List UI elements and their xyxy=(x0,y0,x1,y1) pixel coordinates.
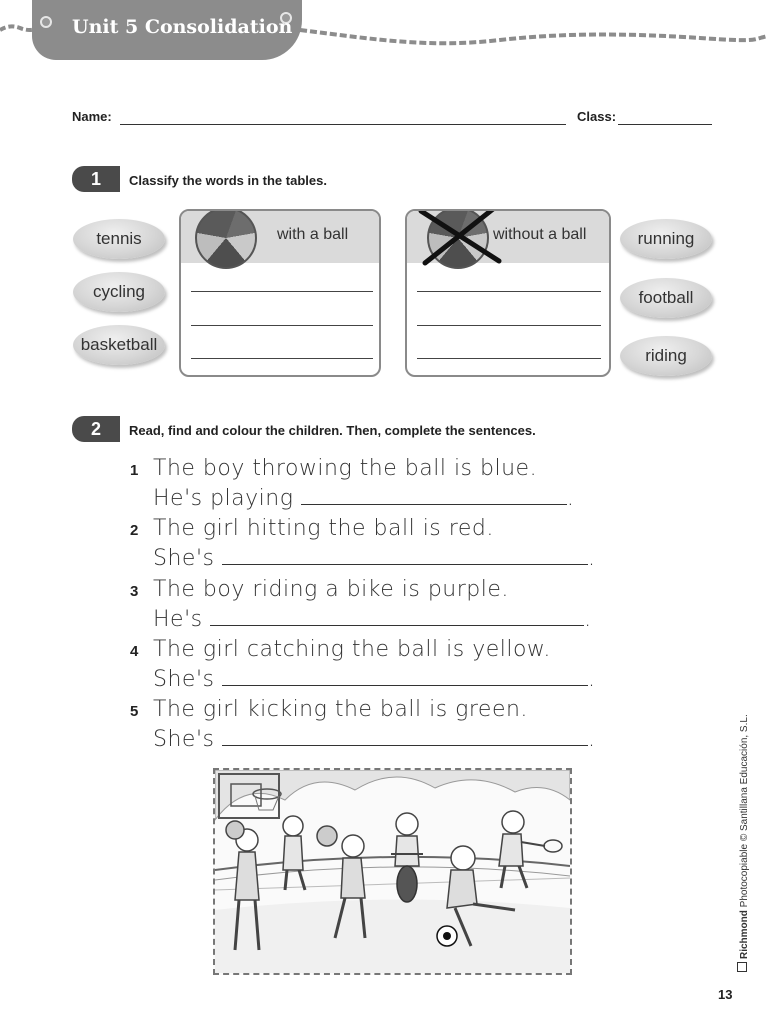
name-field[interactable] xyxy=(120,124,566,125)
sentence-prompt: She's xyxy=(153,546,215,571)
sentence-answer-row xyxy=(153,607,592,632)
table-with-ball-line-2[interactable] xyxy=(191,325,373,326)
sentence-answer-row xyxy=(153,667,595,692)
word-tennis[interactable]: tennis xyxy=(73,219,165,259)
sentence-prompt: She's xyxy=(153,667,215,692)
word-basketball[interactable]: basketball xyxy=(73,325,165,365)
name-label: Name: xyxy=(72,109,112,124)
children-playing-sports-illustration xyxy=(213,768,572,975)
word-riding[interactable]: riding xyxy=(620,336,712,376)
sentence-number: 2 xyxy=(130,522,139,539)
sentence-answer-row xyxy=(153,546,595,571)
header-dot-left xyxy=(40,16,52,28)
exercise-2-instruction: Read, find and colour the children. Then, complete the sentences. xyxy=(129,423,536,438)
copyright-vertical xyxy=(737,714,750,972)
sentence-prompt: He's xyxy=(153,607,203,632)
table-without-ball-line-1[interactable] xyxy=(417,291,601,292)
answer-blank[interactable] xyxy=(210,607,584,626)
sentence-number: 4 xyxy=(130,643,139,660)
sentence-end: . xyxy=(584,607,592,632)
table-with-ball-title: with a ball xyxy=(277,226,349,243)
table-with-ball xyxy=(179,209,381,377)
exercise-2-number: 2 xyxy=(72,416,120,442)
sentence-prompt: He's playing xyxy=(153,486,294,511)
page-title: Unit 5 Consolidation xyxy=(72,16,293,38)
sentence-number: 3 xyxy=(130,583,139,600)
sentence-prompt: She's xyxy=(153,727,215,752)
table-with-ball-line-1[interactable] xyxy=(191,291,373,292)
answer-blank[interactable] xyxy=(222,546,588,565)
exercise-1-number: 1 xyxy=(72,166,120,192)
word-cycling[interactable]: cycling xyxy=(73,272,165,312)
sentence-line: The boy throwing the ball is blue. xyxy=(153,456,538,481)
word-running[interactable]: running xyxy=(620,219,712,259)
table-without-ball-title: without a ball xyxy=(493,226,587,243)
sentence-answer-row xyxy=(153,486,574,511)
sentence-end: . xyxy=(587,667,596,692)
ball-icon xyxy=(195,209,257,269)
answer-blank[interactable] xyxy=(222,667,588,686)
sentence-end: . xyxy=(587,727,596,752)
table-without-ball xyxy=(405,209,611,377)
answer-blank[interactable] xyxy=(222,727,588,746)
sentence-number: 1 xyxy=(130,462,139,479)
table-with-ball-line-3[interactable] xyxy=(191,358,373,359)
table-without-ball-line-2[interactable] xyxy=(417,325,601,326)
cross-mark-icon xyxy=(415,209,505,269)
sentence-line: The boy riding a bike is purple. xyxy=(153,577,509,602)
copyright-text: Photocopiable © Santillana Educación, S.L. xyxy=(739,714,750,908)
exercise-1-instruction: Classify the words in the tables. xyxy=(129,173,327,188)
answer-blank[interactable] xyxy=(301,486,567,505)
sentence-answer-row xyxy=(153,727,595,752)
class-label: Class: xyxy=(577,109,617,124)
sentence-line: The girl catching the ball is yellow. xyxy=(153,637,551,662)
sentence-end: . xyxy=(587,546,596,571)
sentence-number: 5 xyxy=(130,703,139,720)
richmond-logo-icon xyxy=(737,962,747,972)
sentence-end: . xyxy=(566,486,575,511)
sentence-line: The girl hitting the ball is red. xyxy=(153,516,494,541)
table-without-ball-line-3[interactable] xyxy=(417,358,601,359)
word-football[interactable]: football xyxy=(620,278,712,318)
publisher-name: Richmond xyxy=(739,910,750,959)
class-field[interactable] xyxy=(618,124,712,125)
page-number: 13 xyxy=(718,987,733,1002)
sentence-line: The girl kicking the ball is green. xyxy=(153,697,528,722)
